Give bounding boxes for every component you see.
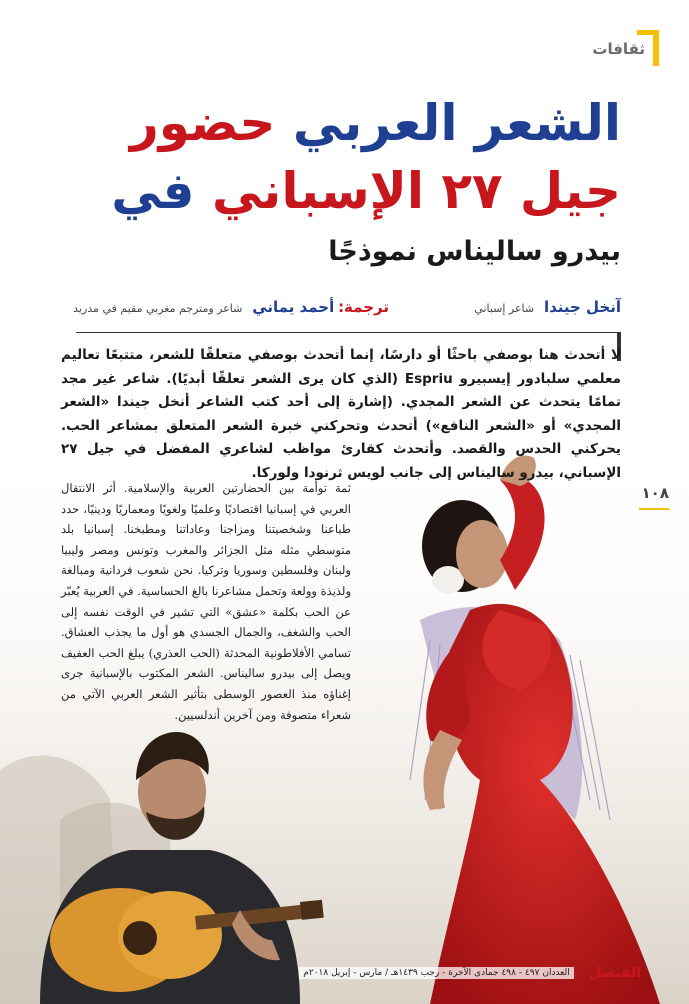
author-byline (474, 298, 621, 316)
issue-info: العددان ٤٩٧ - ٤٩٨ جمادى الآخرة - رجب ١٤٣٩هـ / مارس - إبريل ٢٠١٨م (299, 967, 573, 979)
section-tag-bar (653, 30, 659, 66)
section-tag (592, 30, 659, 66)
author-name: آنخل جيندا (543, 298, 621, 316)
translator-name: أحمد يماني (252, 298, 335, 316)
article-title-line-2 (61, 160, 621, 222)
page-number-rule (639, 508, 669, 510)
author-role: شاعر إسباني (474, 302, 535, 315)
lead-paragraph: لا أتحدث هنا بوصفي باحثًا أو دارسًا، إنما أتحدث بوصفي متعلقًا للشعر، متتبعًا تعاليم معلمي سلبادور إيسبيرو Espriu (الذي كان يرى الشعر تعلقًا أبديًا). شاعر غير مجد تمامًا يتحدث عن الشعر المجدي. (إشارة إلى أحد كتب الشاعر أنخل جيندا «الشعر المجدي» أو «الشعر النافع») أتحدث وتحركني خبرة الشعر المتعلق بمشاعر الحب. يحركني الحدس والقصد. وأتحدث كقارئ مواظب لشاعري المفضل في جيل ٢٧ الإسباني، بيدرو ساليناس إلى جانب لويس ثرنودا ولوركا. (61, 347, 621, 481)
title-part-blue: الشعر العربي (292, 94, 621, 152)
title-part-red-2: جيل ٢٧ الإسباني (211, 162, 621, 220)
magazine-logo: الفيصل (588, 964, 641, 981)
divider-rule (76, 332, 614, 333)
title-part-red: حضور (130, 94, 276, 152)
section-label: ثقافات (592, 40, 645, 58)
title-part-blue-2: في (111, 162, 195, 220)
section-tag-bar-top (637, 30, 659, 35)
page-footer (299, 962, 641, 982)
translator-prefix: ترجمة: (338, 298, 389, 316)
page-number: ١٠٨ (641, 484, 669, 502)
bylines (61, 298, 621, 322)
article-subtitle: بيدرو ساليناس نموذجًا (328, 236, 621, 267)
body-text: ثمة توأمة بين الحضارتين العربية والإسلامية. أثر الانتقال العربي في إسبانيا اقتصاديًا وعلميًا ولغويًا ومعماريًا ودينيًا، حدد طباعنا وشخصيتنا ومزاجنا وعاداتنا ومطبخنا. إسبانيا بلد متوسطي مثله مثل الجزائر والمغرب وتونس ومصر وليبيا ولبنان وفلسطين وسوريا وتركيا. نحن شعوب فردانية ومبالغة ولذيذة وولعة وتحمل مشاعرنا بالغ الحساسية. في العربية يُعبّر عن الحب بكلمة «عشق» التي تشير في الوقت نفسه إلى الحب والشغف، والجمال الجسدي هو أول ما يجذب العشاق. تسامي الأفلاطونية المحدثة (الحب العذري) يبلغ الحب العفيف ويصل إلى بيدرو ساليناس. الشعر المكتوب بالإسبانية جرى إغناؤه منذ العصور الوسطى بتأثير الشعر العربي الآتي من شعراء متصوفة ومن آخرين أندلسيين. (61, 481, 351, 722)
translator-role: شاعر ومترجم مغربي مقيم في مدريد (73, 302, 243, 315)
article-title-line-1 (61, 92, 621, 154)
translator-byline (73, 298, 389, 316)
